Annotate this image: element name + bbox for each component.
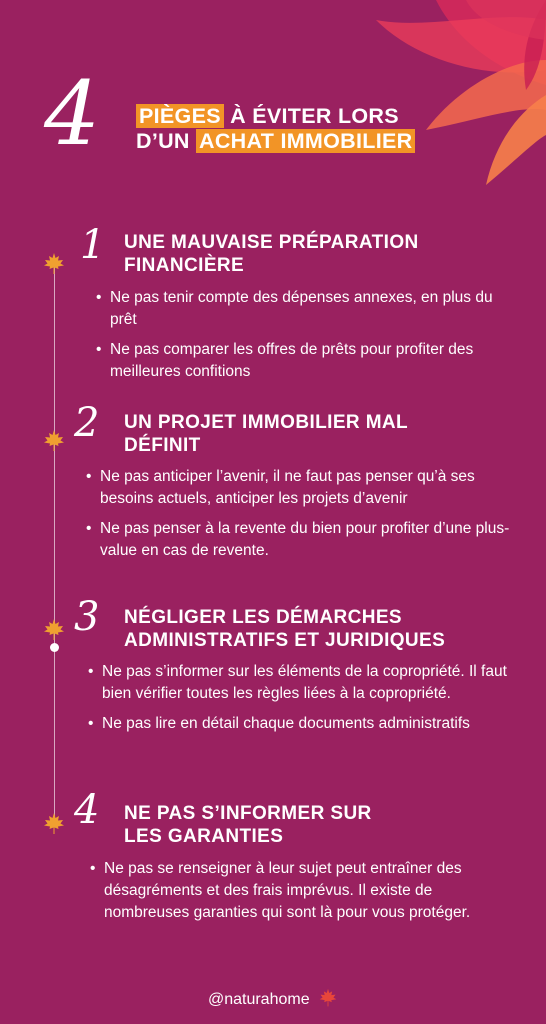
maple-leaf-icon xyxy=(42,812,66,836)
footer-handle-text: @naturahome xyxy=(207,991,310,1008)
maple-leaf-icon xyxy=(42,252,66,276)
title-highlight-2: ACHAT IMMOBILIER xyxy=(196,129,415,153)
list-item: • Ne pas s’informer sur les éléments de la copropriété. Il faut bien vérifier toutes les règles liées à la copropriété. xyxy=(88,661,508,705)
list-item: • Ne pas comparer les offres de prêts pour profiter des meilleures confitions xyxy=(96,339,516,383)
page-title xyxy=(136,104,415,154)
section-4-title-line-2: LES GARANTIES xyxy=(124,826,284,847)
section-3-title xyxy=(124,606,445,652)
title-line-2 xyxy=(136,129,415,154)
flower-petals-decoration xyxy=(346,0,546,190)
section-4-title xyxy=(124,802,372,848)
section-1-title xyxy=(124,231,419,277)
section-4-number: 4 xyxy=(74,787,100,833)
section-1-number: 1 xyxy=(80,222,106,268)
list-item: • Ne pas anticiper l’avenir, il ne faut pas penser qu’à ses besoins actuels, anticiper les projets d’avenir xyxy=(86,466,516,510)
timeline-dot xyxy=(50,643,59,652)
title-line-1-rest: À ÉVITER LORS xyxy=(223,104,399,128)
title-highlight-1: PIÈGES xyxy=(136,104,224,128)
section-1-title-line-1: UNE MAUVAISE PRÉPARATION xyxy=(124,232,419,253)
footer-handle xyxy=(0,988,546,1009)
list-item: • Ne pas penser à la revente du bien pour profiter d’une plus-value en cas de revente. xyxy=(86,518,516,562)
list-item: • Ne pas tenir compte des dépenses annexes, en plus du prêt xyxy=(96,287,516,331)
section-4-title-line-1: NE PAS S’INFORMER SUR xyxy=(124,803,372,824)
section-2-number: 2 xyxy=(74,400,100,446)
timeline-line xyxy=(54,262,55,827)
section-1-bullets xyxy=(96,287,516,391)
section-3-bullets xyxy=(88,661,508,743)
maple-leaf-icon xyxy=(42,429,66,453)
maple-leaf-icon xyxy=(42,618,66,642)
section-3-number: 3 xyxy=(74,594,100,640)
section-2-title-line-1: UN PROJET IMMOBILIER MAL xyxy=(124,412,409,433)
section-2-title xyxy=(124,411,408,457)
title-line-2-start: D’UN xyxy=(136,129,197,153)
title-line-1 xyxy=(136,104,415,129)
section-2-title-line-2: DÉFINIT xyxy=(124,435,201,456)
section-4-bullets xyxy=(90,858,508,932)
section-3-title-line-1: NÉGLIGER LES DÉMARCHES xyxy=(124,607,402,628)
header-big-number: 4 xyxy=(44,62,100,165)
section-3-title-line-2: ADMINISTRATIFS ET JURIDIQUES xyxy=(124,630,446,651)
list-item: • Ne pas lire en détail chaque documents administratifs xyxy=(88,713,508,735)
section-2-bullets xyxy=(86,466,516,570)
maple-leaf-icon xyxy=(318,988,338,1008)
section-1-title-line-2: FINANCIÈRE xyxy=(124,255,245,276)
list-item: • Ne pas se renseigner à leur sujet peut entraîner des désagréments et des frais imprévus. Il existe de nombreuses garanties qui sont là pour vous protéger. xyxy=(90,858,508,924)
